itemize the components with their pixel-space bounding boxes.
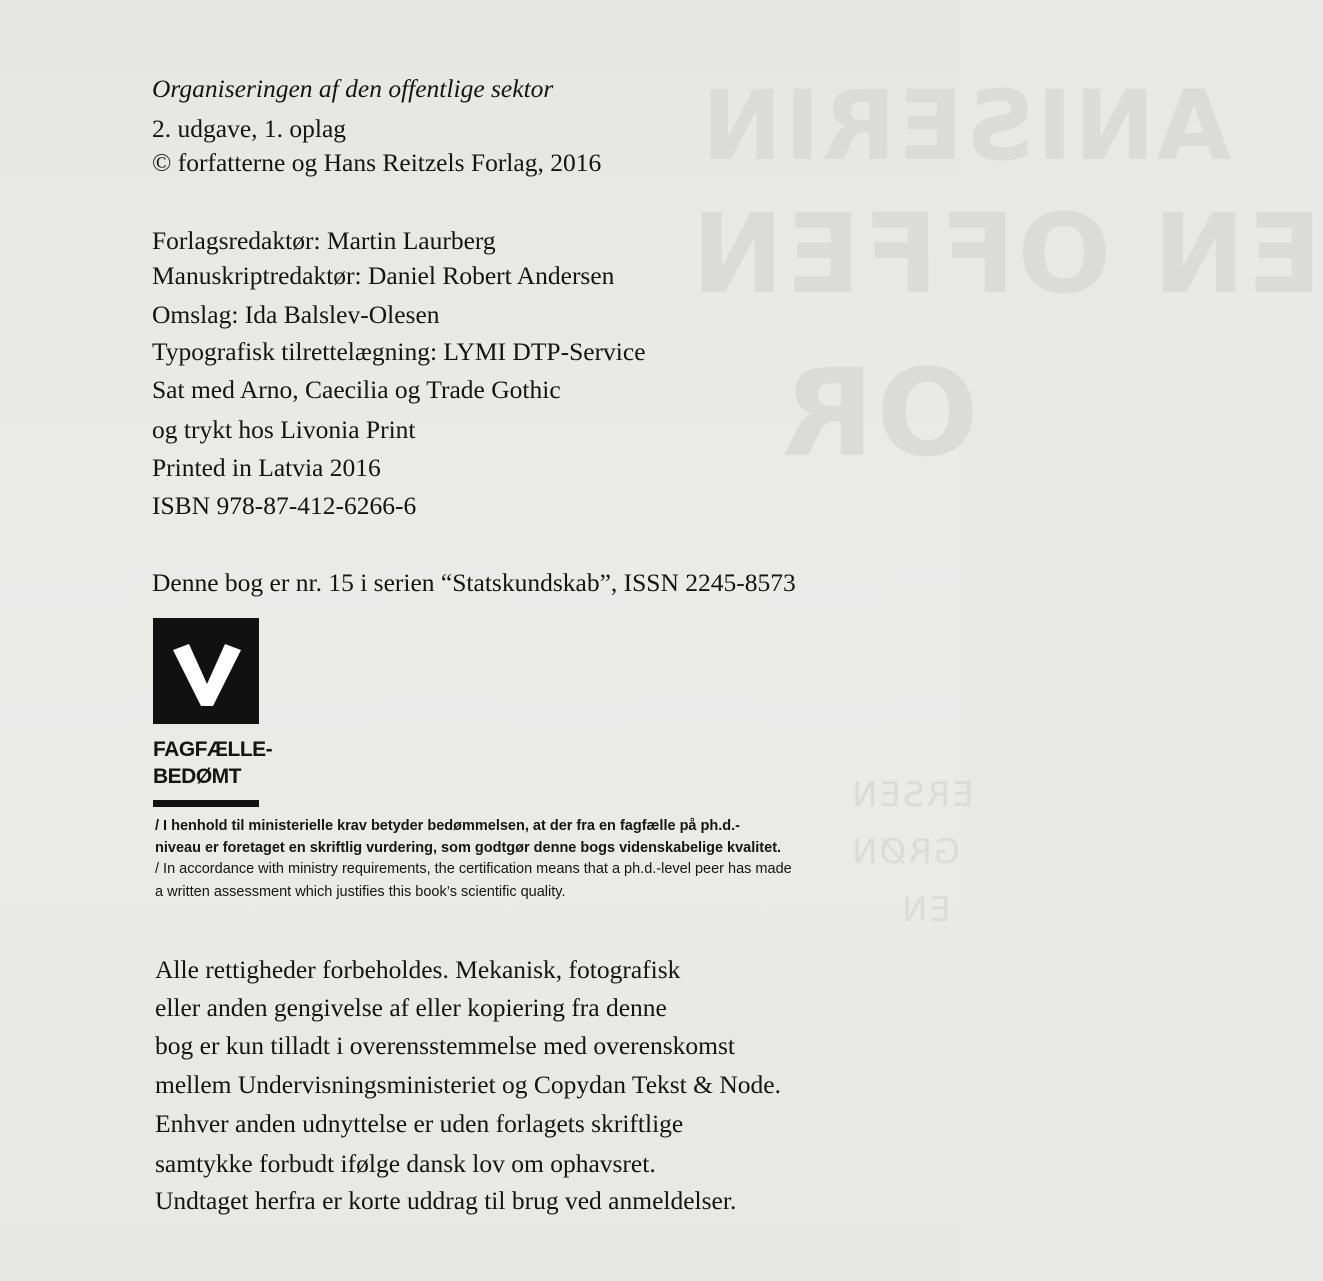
show-through-text: GRØN	[850, 832, 961, 872]
rights-line: eller anden gengivelse af eller kopiering fra denne	[155, 993, 667, 1022]
credit-line: Typografisk tilrettelægning: LYMI DTP-Service	[152, 337, 646, 366]
show-through-text: EN OFFEN	[690, 190, 1323, 318]
rights-line: mellem Undervisningsministeriet og Copydan Tekst & Node.	[155, 1070, 781, 1099]
show-through-text: EN	[900, 890, 951, 930]
rights-line: Enhver anden udnyttelse er uden forlagets skriftlige	[155, 1109, 684, 1138]
rights-line: samtykke forbudt ifølge dansk lov om ophavsret.	[155, 1149, 656, 1178]
copyright-line: © forfatterne og Hans Reitzels Forlag, 2016	[152, 148, 602, 177]
show-through-text: ANISERIN	[700, 70, 1232, 182]
isbn-line: ISBN 978-87-412-6266-6	[152, 491, 417, 520]
credit-line: Printed in Latvia 2016	[152, 453, 381, 482]
credit-line: Manuskriptredaktør: Daniel Robert Andersen	[152, 261, 615, 290]
credit-line: og trykt hos Livonia Print	[152, 415, 416, 444]
rights-line: Alle rettigheder forbeholdes. Mekanisk, fotografisk	[155, 955, 681, 984]
peer-review-note-danish: / I henhold til ministerielle krav betyder bedømmelsen, at der fra en fagfælle på ph.d.-	[155, 818, 740, 834]
credit-line: Sat med Arno, Caecilia og Trade Gothic	[152, 375, 561, 404]
rights-line: Undtaget herfra er korte uddrag til brug ved anmeldelser.	[155, 1186, 737, 1215]
show-through-text: ERSEN	[850, 775, 974, 815]
peer-review-label: FAGFÆLLE-	[153, 738, 273, 761]
book-title: Organiseringen af den offentlige sektor	[152, 74, 554, 103]
credit-line: Omslag: Ida Balslev-Olesen	[152, 300, 440, 329]
peer-review-note-english: a written assessment which justifies this book’s scientific quality.	[155, 884, 566, 900]
peer-review-note-danish: niveau er foretaget en skriftlig vurdering, som godtgør denne bogs videnskabelige kvalitet.	[155, 840, 782, 856]
peer-review-seal	[153, 618, 259, 724]
show-through-text: OR	[780, 345, 979, 484]
rights-line: bog er kun tilladt i overensstemmelse med overenskomst	[155, 1031, 736, 1060]
edition-line: 2. udgave, 1. oplag	[152, 114, 347, 143]
series-line: Denne bog er nr. 15 i serien “Statskundskab”, ISSN 2245-8573	[152, 568, 796, 597]
peer-review-note-english: / In accordance with ministry requirements, the certification means that a ph.d.-level peer has made	[155, 861, 792, 877]
credit-line: Forlagsredaktør: Martin Laurberg	[152, 226, 496, 255]
peer-review-label: BEDØMT	[153, 765, 241, 788]
checkmark-icon	[153, 618, 259, 724]
seal-underline	[153, 800, 259, 807]
